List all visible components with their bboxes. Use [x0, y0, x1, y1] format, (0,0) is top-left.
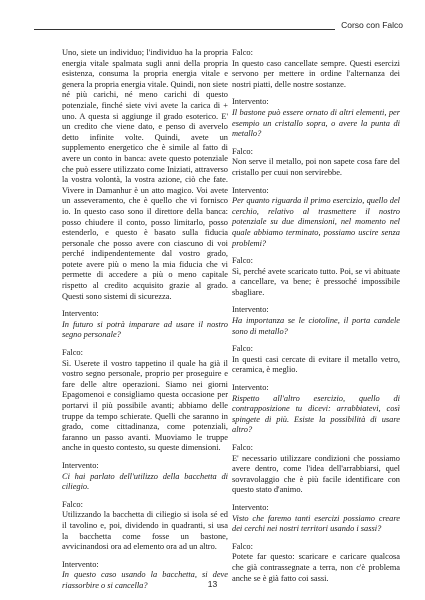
speaker-label: Intervento: — [232, 502, 269, 512]
speaker-label: Falco: — [232, 541, 253, 551]
speaker-label: Falco: — [232, 443, 253, 452]
question-paragraph: In questo caso usando la bacchetta, si deve riassorbire o si cancella? — [62, 570, 228, 590]
answer-paragraph: Non serve il metallo, poi non sapete cosa fare del cristallo per cuui non servirebbe. — [232, 157, 400, 177]
question-paragraph: Ci hai parlato dell'utilizzo della bacchetta di ciliegio. — [62, 471, 228, 492]
speaker-label: Intervento: — [62, 460, 99, 470]
question-paragraph: Per quanto riguarda il primo esercizio, quello del cerchio, relativo al trasmettere il nostro potenziale su due dimensioni, nel momento nel quale abbiamo terminato, possiamo uscire senza problemi? — [232, 196, 400, 248]
running-header — [34, 20, 403, 34]
question-paragraph: In futuro si potrà imparare ad usare il nostro segno personale? — [62, 319, 228, 340]
answer-paragraph: Potete far questo: scaricare e caricare qualcosa che già contrassegnate a terra, non c'è problema anche se è già fatto coi sassi. — [232, 552, 400, 583]
speaker-label: Falco: — [232, 48, 253, 57]
question-paragraph: Ha importanza se le ciotoline, il porta candele sono di metallo? — [232, 316, 400, 336]
speaker-label: Intervento: — [232, 305, 269, 315]
answer-paragraph: In questo caso cancellate sempre. Questi esercizi servono per mettere in ordine l'alternanza dei nostri piatti, delle nostre sostanze. — [232, 58, 400, 89]
answer-paragraph: In questi casi cercate di evitare il metallo vetro, ceramica, è meglio. — [232, 354, 400, 375]
right-column — [232, 48, 400, 591]
question-paragraph: Rispetto all'altro esercizio, quello di contrapposizione tu dicevi: arrabbiatevi, così spingete di più. Esiste la possibilità di usare altro? — [232, 393, 400, 435]
speaker-label: Intervento: — [62, 559, 99, 569]
answer-paragraph: Sì, perché avete scaricato tutto. Poi, se vi abituate a cancellare, va bene; è pressoché impossibile sbagliare. — [232, 266, 400, 297]
speaker-label: Falco: — [232, 146, 253, 156]
question-paragraph: Il bastone può essere ornato di altri elementi, per esempio un cristallo sopra, o avere la punta di metallo? — [232, 107, 400, 139]
speaker-label: Intervento: — [232, 97, 269, 107]
speaker-label: Falco: — [232, 256, 253, 266]
header-rule — [34, 29, 335, 30]
question-paragraph: Visto che faremo tanti esercizi possiamo creare dei cerchi nei nostri territori usando i sassi? — [232, 513, 400, 534]
answer-paragraph: Utilizzando la bacchetta di ciliegio si isola sé ed il tavolino e, poi, dividendo in quadranti, si usa la bacchetta come fosse un bastone, avvicinandosi ora ad elemento ora ad un altro. — [62, 510, 228, 552]
answer-paragraph: Uno, siete un individuo; l'individuo ha la propria energia vitale spalmata sugli anni della propria esistenza, consuma la propria energia vitale e genera la propria energia vitale. Quindi, non siete né più carichi, né meno carichi di questo potenziale, finché siete vivi avete la carica di + uno. A questa si aggiunge il grado esoterico. E' un credito che viene dato, e penso di avervelo detto infinite volte. Quindi, avete un supplemento energetico che è simile al fatto di avere un conto in banca: avete questo potenziale che può essere utilizzato come Iniziati, attraverso la vostra volontà, la vostra azione, ciò che fate. Vivere in Damanhur è un atto magico. Voi avete un asseveramento, che è quello che vi fornisco io. In questo caso sono il direttore della banca: posso chiudere il conto, posso limitarlo, posso estenderlo, e questo è basato sulla fiducia personale che posso avere con ciascuno di voi perché indipendentemente dal vostro grado, potete avere più o meno la mia fiducia che vi permette di accedere a più o meno capitale rispetto al credito acquisito grazie al grado. Questi sono sistemi di sicurezza. — [62, 48, 228, 301]
page-number: 13 — [207, 579, 218, 589]
speaker-label: Intervento: — [232, 185, 269, 195]
speaker-label: Falco: — [232, 344, 253, 354]
header-title: Corso con Falco — [341, 20, 403, 30]
speaker-label: Falco: — [62, 348, 83, 358]
speaker-label: Falco: — [62, 499, 83, 509]
speaker-label: Intervento: — [232, 383, 269, 393]
answer-paragraph: Sì. Userete il vostro tappetino il quale ha già il vostro segno personale, proprio per proseguire e fare delle altre operazioni. Siamo nei giorni Epagomenoi e consigliamo questa occasione per portarvi il più possibile avanti; abbiamo delle truppe da tempo schierate. Quelli che saranno in grado, come cittadinanza, come potenziali, faranno un passo avanti. Muoviamo le truppe anche in questo contesto, su queste dimensioni. — [62, 358, 228, 453]
answer-paragraph: E' necessario utilizzare condizioni che possiamo avere dentro, come l'idea dell'arrabbiarsi, quel sovravolaggio che è più facile identificare con questo stato d'animo. — [232, 453, 400, 495]
left-column — [62, 48, 228, 599]
speaker-label: Intervento: — [62, 309, 99, 319]
